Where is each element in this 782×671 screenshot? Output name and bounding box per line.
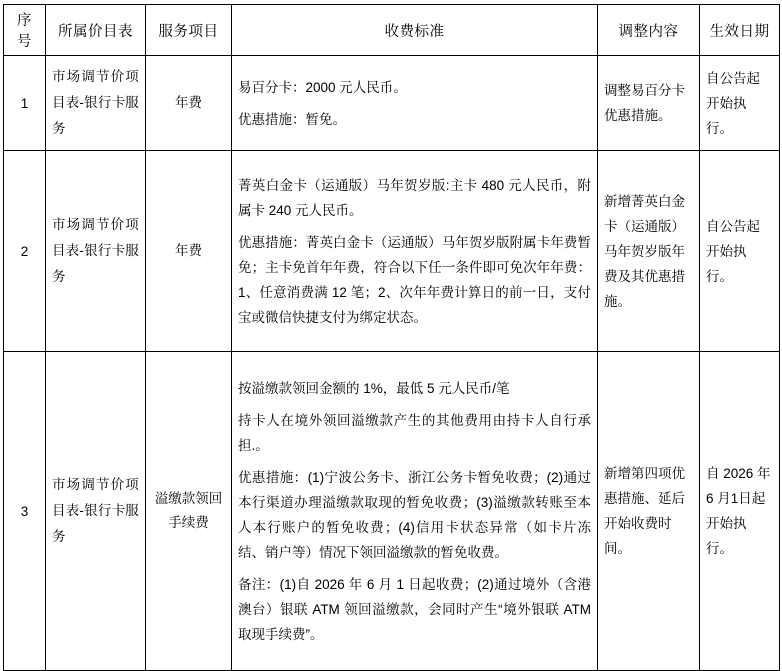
cell-fee-standard xyxy=(232,151,598,352)
column-header-fee-standard: 收费标准 xyxy=(232,5,598,56)
fee-standard-line: 持卡人在境外领回溢缴款产生的其他费用由持卡人自行承担.。 xyxy=(238,412,591,453)
cell-pricelist: 市场调节价项目表-银行卡服务 xyxy=(46,352,146,671)
fee-standard-line: 易百分卡：2000 元人民币。 xyxy=(238,79,407,95)
cell-effective-date: 自 2026 年 6 月1日起开始执行。 xyxy=(700,352,780,671)
fee-adjustment-table xyxy=(3,4,780,671)
cell-pricelist: 市场调节价项目表-银行卡服务 xyxy=(46,56,146,151)
cell-service-item: 年费 xyxy=(146,151,232,352)
cell-adjustment: 新增菁英白金卡（运通版）马年贺岁版年费及其优惠措施。 xyxy=(598,151,700,352)
column-header-adjustment: 调整内容 xyxy=(598,5,700,56)
table-body xyxy=(4,56,780,671)
column-header-pricelist: 所属价目表 xyxy=(46,5,146,56)
fee-standard-line: 优惠措施：菁英白金卡（运通版）马年贺岁版附属卡年费暂免；主卡免首年年费，符合以下任一条件即可免次年年费：1、任意消费满 12 笔；2、次年年费计算日的前一日，支付宝或微信快捷支付为绑定状态。 xyxy=(238,234,591,325)
table-row xyxy=(4,151,780,352)
fee-standard-line: 优惠措施：暂免。 xyxy=(238,111,346,127)
cell-effective-date: 自公告起开始执行。 xyxy=(700,151,780,352)
column-header-effective-date: 生效日期 xyxy=(700,5,780,56)
cell-fee-standard xyxy=(232,56,598,151)
column-header-service-item: 服务项目 xyxy=(146,5,232,56)
fee-standard-line: 优惠措施：(1)宁波公务卡、浙江公务卡暂免收费；(2)通过本行渠道办理溢缴款取现的暂免收费；(3)溢缴款转账至本人本行账户的暂免收费；(4)信用卡状态异常（如卡片冻结、销户等）情况下领回溢缴款的暂免收费。 xyxy=(238,469,591,560)
table-header-row xyxy=(4,5,780,56)
cell-fee-standard xyxy=(232,352,598,671)
table-row xyxy=(4,352,780,671)
table-header xyxy=(4,5,780,56)
cell-pricelist: 市场调节价项目表-银行卡服务 xyxy=(46,151,146,352)
table-row xyxy=(4,56,780,151)
cell-service-item: 年费 xyxy=(146,56,232,151)
cell-seq: 1 xyxy=(4,56,46,151)
column-header-seq: 序号 xyxy=(4,5,46,56)
cell-seq: 3 xyxy=(4,352,46,671)
fee-standard-line: 备注：(1)自 2026 年 6 月 1 日起收费；(2)通过境外（含港澳台）银联 ATM 领回溢缴款，会同时产生“境外银联 ATM 取现手续费”。 xyxy=(238,576,591,642)
fee-standard-line: 按溢缴款领回金额的 1%，最低 5 元人民币/笔 xyxy=(238,380,510,396)
cell-effective-date: 自公告起开始执行。 xyxy=(700,56,780,151)
cell-service-item: 溢缴款领回手续费 xyxy=(146,352,232,671)
fee-standard-line: 菁英白金卡（运通版）马年贺岁版:主卡 480 元人民币，附属卡 240 元人民币。 xyxy=(238,177,591,218)
cell-adjustment: 调整易百分卡优惠措施。 xyxy=(598,56,700,151)
cell-adjustment: 新增第四项优惠措施、延后开始收费时间。 xyxy=(598,352,700,671)
cell-seq: 2 xyxy=(4,151,46,352)
